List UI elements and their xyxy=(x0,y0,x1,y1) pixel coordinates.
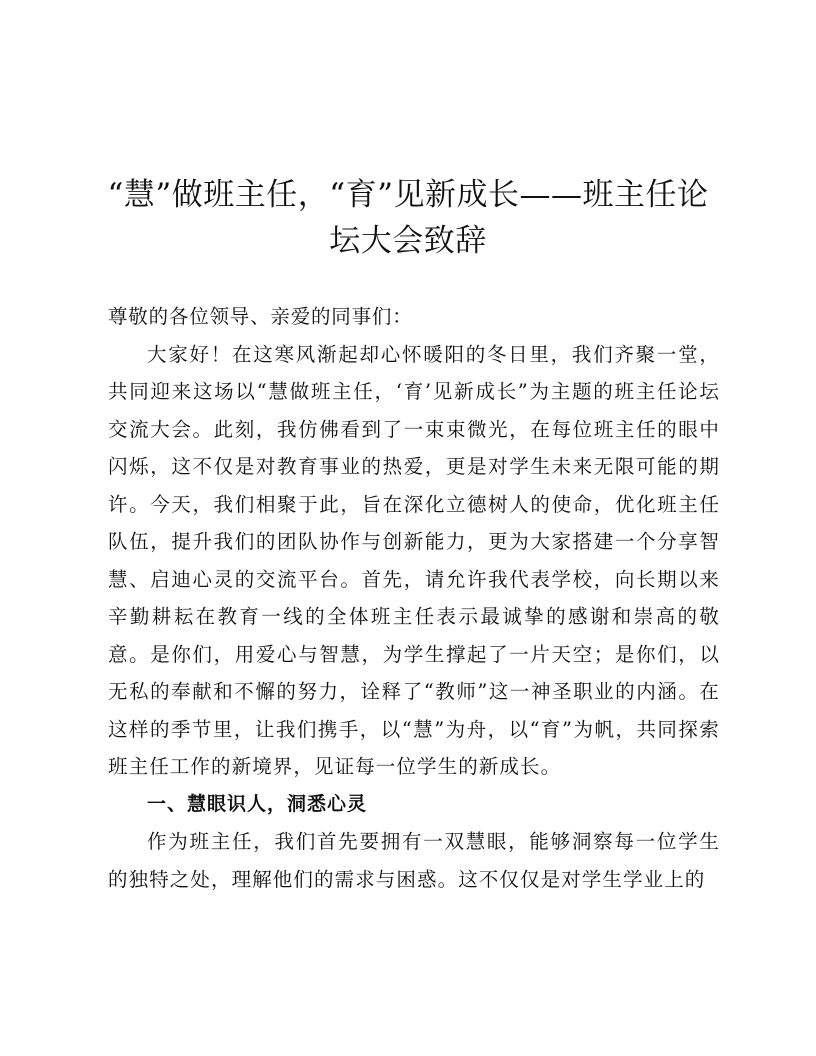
section-heading-1: 一、慧眼识人，洞悉心灵 xyxy=(147,792,368,815)
document-title xyxy=(0,172,816,264)
paragraph-section-1: 作为班主任，我们首先要拥有一双慧眼，能够洞察每一位学生的独特之处，理解他们的需求与困惑。这不仅仅是对学生学业上的 xyxy=(108,830,720,891)
salutation: 尊敬的各位领导、亲爱的同事们： xyxy=(108,305,413,328)
document-body xyxy=(108,298,720,898)
title-line-1: “慧”做班主任，“育”见新成长——班主任论 xyxy=(107,177,709,213)
paragraph-opening: 大家好！在这寒风渐起却心怀暖阳的冬日里，我们齐聚一堂，共同迎来这场以“慧做班主任，‘育’见新成长”为主题的班主任论坛交流大会。此刻，我仿佛看到了一束束微光，在每位班主任的眼中闪烁，这不仅是对教育事业的热爱，更是对学生未来无限可能的期许。今天，我们相聚于此，旨在深化立德树人的使命，优化班主任队伍，提升我们的团队协作与创新能力，更为大家搭建一个分享智慧、启迪心灵的交流平台。首先，请允许我代表学校，向长期以来辛勤耕耘在教育一线的全体班主任表示最诚挚的感谢和崇高的敬意。是你们，用爱心与智慧，为学生撑起了一片天空；是你们，以无私的奉献和不懈的努力，诠释了“教师”这一神圣职业的内涵。在这样的季节里，让我们携手，以“慧”为舟，以“育”为帆，共同探索班主任工作的新境界，见证每一位学生的新成长。 xyxy=(108,342,720,778)
title-line-2: 坛大会致辞 xyxy=(329,223,487,259)
